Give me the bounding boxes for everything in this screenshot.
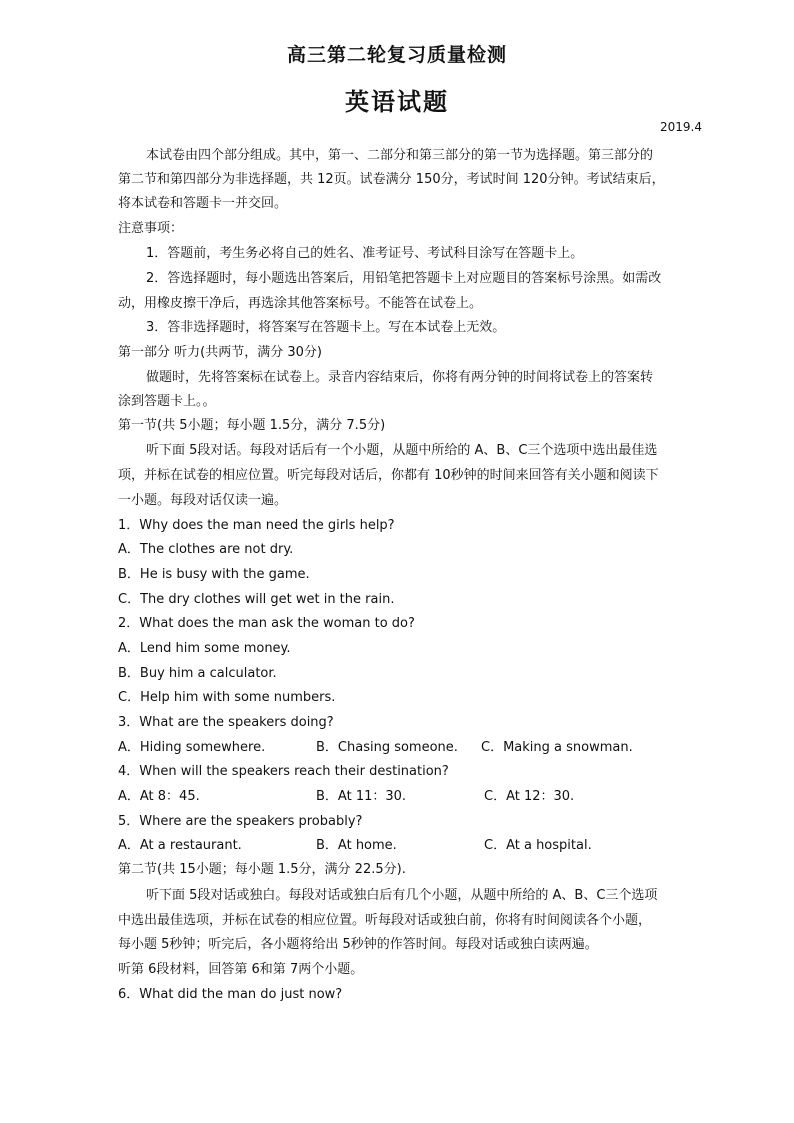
exam-subtitle: 英语试题 <box>345 87 449 116</box>
section2-instruction-line: 中选出最佳选项，并标在试卷的相应位置。听每段对话或独白前，你将有时间阅读各个小题， <box>118 913 652 928</box>
answer-option: A．At a restaurant. <box>118 838 242 853</box>
notice-item: 动，用橡皮擦干净后，再选涂其他答案标号。不能答在试卷上。 <box>118 296 483 311</box>
notice-item: 3．答非选择题时，将答案写在答题卡上。写在本试卷上无效。 <box>146 320 506 335</box>
answer-option: B．At home. <box>316 838 397 853</box>
exam-title: 高三第二轮复习质量检测 <box>286 44 507 66</box>
answer-option: C．Making a snowman. <box>481 740 633 755</box>
answer-option: B．Chasing someone. <box>316 740 458 755</box>
answer-option: B．Buy him a calculator. <box>118 666 277 681</box>
answer-option: B．He is busy with the game. <box>118 567 310 582</box>
notice-heading: 注意事项： <box>118 221 184 236</box>
answer-option: C．At 12：30. <box>484 789 575 804</box>
question-stem: 1．Why does the man need the girls help? <box>118 518 395 533</box>
section1-instruction-line: 听下面 5段对话。每段对话后有一个小题，从题中所给的 A、B、C三个选项中选出最佳选 <box>146 443 658 458</box>
section1-heading: 第一节(共 5小题；每小题 1.5分，满分 7.5分) <box>118 418 386 433</box>
part1-paragraph-line: 做题时，先将答案标在试卷上。录音内容结束后，你将有两分钟的时间将试卷上的答案转 <box>146 370 654 385</box>
notice-item: 1．答题前，考生务必将自己的姓名、准考证号、考试科目涂写在答题卡上。 <box>146 246 584 261</box>
answer-option: A．Hiding somewhere. <box>118 740 266 755</box>
answer-option: C．Help him with some numbers. <box>118 690 336 705</box>
section2-instruction-line: 听下面 5段对话或独白。每段对话或独白后有几个小题，从题中所给的 A、B、C三个选项 <box>146 888 658 903</box>
section2-heading: 第二节(共 15小题；每小题 1.5分，满分 22.5分). <box>118 862 406 877</box>
exam-date: 2019.4 <box>660 120 702 134</box>
answer-option: C．The dry clothes will get wet in the rain. <box>118 592 395 607</box>
question-stem: 5．Where are the speakers probably? <box>118 814 363 829</box>
intro-paragraph-line: 第二节和第四部分为非选择题，共 12页。试卷满分 150分，考试时间 120分钟。考试结束后， <box>118 172 665 187</box>
question-stem: 3．What are the speakers doing? <box>118 715 334 730</box>
intro-paragraph-line: 将本试卷和答题卡一并交回。 <box>118 196 288 211</box>
answer-option: A．At 8：45. <box>118 789 200 804</box>
intro-paragraph-line: 本试卷由四个部分组成。其中，第一、二部分和第三部分的第一节为选择题。第三部分的 <box>146 148 654 163</box>
section2-instruction-line: 每小题 5秒钟；听完后，各小题将给出 5秒钟的作答时间。每段对话或独白读两遍。 <box>118 937 598 952</box>
part1-heading: 第一部分 听力(共两节，满分 30分) <box>118 345 322 360</box>
part1-paragraph-line: 涂到答题卡上。。 <box>118 394 216 409</box>
answer-option: A．The clothes are not dry. <box>118 542 294 557</box>
question-stem: 2．What does the man ask the woman to do? <box>118 616 415 631</box>
notice-item: 2．答选择题时，每小题选出答案后，用铅笔把答题卡上对应题目的答案标号涂黑。如需改 <box>146 271 662 286</box>
answer-option: A．Lend him some money. <box>118 641 291 656</box>
material-instruction: 听第 6段材料，回答第 6和第 7两个小题。 <box>118 962 364 977</box>
answer-option: C．At a hospital. <box>484 838 592 853</box>
answer-option: B．At 11：30. <box>316 789 407 804</box>
question-stem: 6．What did the man do just now? <box>118 987 343 1002</box>
section1-instruction-line: 项，并标在试卷的相应位置。听完每段对话后，你都有 10秒钟的时间来回答有关小题和阅读下 <box>118 468 659 483</box>
question-stem: 4．When will the speakers reach their destination? <box>118 764 449 779</box>
section1-instruction-line: 一小题。每段对话仅读一遍。 <box>118 493 288 508</box>
